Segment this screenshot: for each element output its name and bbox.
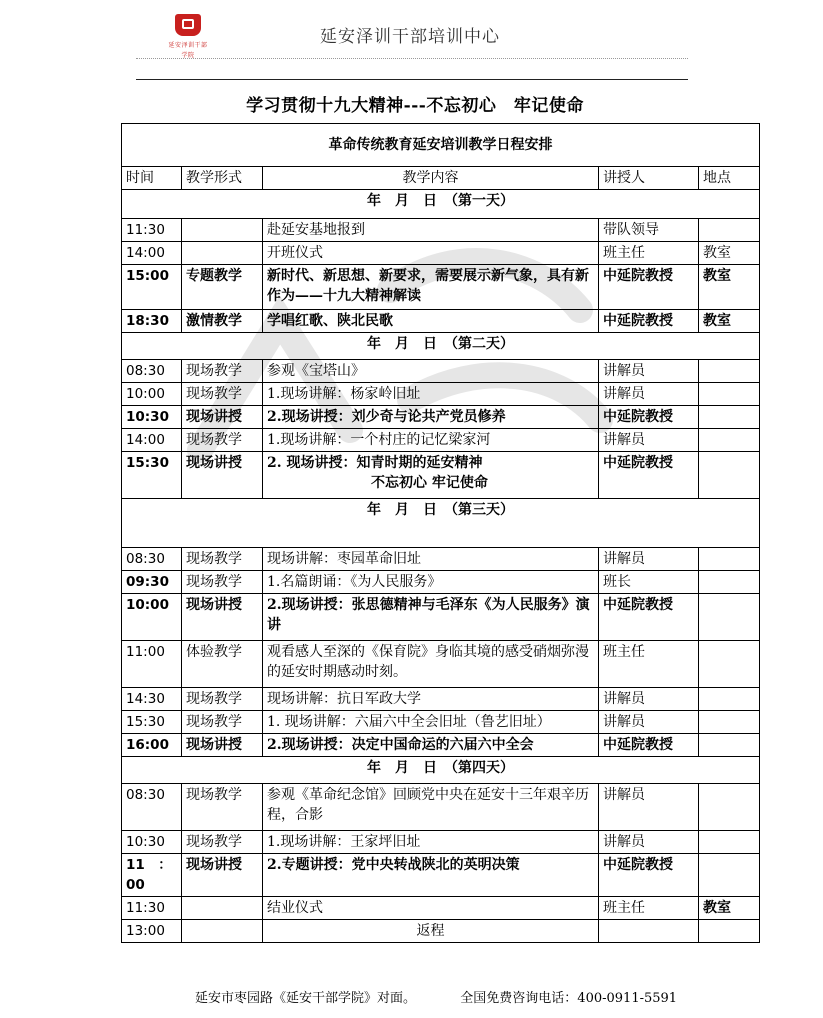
place-cell bbox=[699, 548, 760, 571]
place-cell bbox=[699, 854, 760, 897]
column-header: 时间 bbox=[122, 167, 182, 190]
teacher-cell: 讲解员 bbox=[599, 711, 699, 734]
teacher-cell: 中延院教授 bbox=[599, 452, 699, 499]
place-cell: 教室 bbox=[699, 897, 760, 920]
logo-emblem-icon bbox=[175, 14, 201, 36]
teacher-cell: 讲解员 bbox=[599, 784, 699, 831]
column-header: 讲授人 bbox=[599, 167, 699, 190]
teacher-cell: 带队领导 bbox=[599, 219, 699, 242]
org-logo bbox=[167, 14, 209, 59]
teacher-cell: 中延院教授 bbox=[599, 854, 699, 897]
form-cell: 现场讲授 bbox=[182, 452, 263, 499]
form-cell: 现场教学 bbox=[182, 383, 263, 406]
footer-hotline: 全国免费咨询电话：400-0911-5591 bbox=[460, 991, 678, 1006]
place-cell bbox=[699, 219, 760, 242]
form-cell bbox=[182, 242, 263, 265]
content-cell: 2.专题讲授：党中央转战陕北的英明决策 bbox=[263, 854, 599, 897]
day-header: 年 月 日 （第一天） bbox=[122, 190, 760, 219]
content-cell: 1. 现场讲解：六届六中全会旧址（鲁艺旧址） bbox=[263, 711, 599, 734]
form-cell: 现场教学 bbox=[182, 360, 263, 383]
table-row bbox=[122, 452, 760, 499]
place-cell bbox=[699, 734, 760, 757]
place-cell bbox=[699, 594, 760, 641]
time-cell: 10:00 bbox=[122, 383, 182, 406]
header-dotted-divider bbox=[136, 58, 688, 59]
time-cell: 08:30 bbox=[122, 784, 182, 831]
teacher-cell: 班主任 bbox=[599, 641, 699, 688]
table-row bbox=[122, 571, 760, 594]
column-header: 教学形式 bbox=[182, 167, 263, 190]
teacher-cell: 讲解员 bbox=[599, 688, 699, 711]
form-cell bbox=[182, 219, 263, 242]
column-header: 教学内容 bbox=[263, 167, 599, 190]
footer-address: 延安市枣园路《延安干部学院》对面。 bbox=[195, 991, 417, 1006]
table-row bbox=[122, 242, 760, 265]
teacher-cell: 班主任 bbox=[599, 897, 699, 920]
content-cell: 1.名篇朗诵：《为人民服务》 bbox=[263, 571, 599, 594]
teacher-cell: 讲解员 bbox=[599, 383, 699, 406]
table-row bbox=[122, 594, 760, 641]
time-cell: 18:30 bbox=[122, 310, 182, 333]
time-cell: 15:30 bbox=[122, 452, 182, 499]
teacher-cell: 中延院教授 bbox=[599, 734, 699, 757]
time-cell: 09:30 bbox=[122, 571, 182, 594]
time-cell: 14:00 bbox=[122, 242, 182, 265]
content-cell: 开班仪式 bbox=[263, 242, 599, 265]
page-subtitle: 学习贯彻十九大精神---不忘初心 牢记使命 bbox=[246, 96, 584, 116]
table-row bbox=[122, 429, 760, 452]
time-cell: 15:00 bbox=[122, 265, 182, 310]
place-cell bbox=[699, 784, 760, 831]
time-cell: 11:00 bbox=[122, 641, 182, 688]
content-cell: 结业仪式 bbox=[263, 897, 599, 920]
form-cell: 现场教学 bbox=[182, 548, 263, 571]
form-cell bbox=[182, 897, 263, 920]
logo-text: 延安泽训干部学院 bbox=[168, 42, 208, 59]
form-cell bbox=[182, 920, 263, 943]
form-cell: 体验教学 bbox=[182, 641, 263, 688]
form-cell: 现场教学 bbox=[182, 784, 263, 831]
content-line: 不忘初心 牢记使命 bbox=[371, 475, 488, 491]
form-cell: 现场教学 bbox=[182, 429, 263, 452]
teacher-cell: 中延院教授 bbox=[599, 594, 699, 641]
place-cell bbox=[699, 360, 760, 383]
teacher-cell: 中延院教授 bbox=[599, 310, 699, 333]
table-row bbox=[122, 897, 760, 920]
table-row bbox=[122, 784, 760, 831]
footer bbox=[195, 987, 715, 1006]
content-cell: 现场讲解：枣园革命旧址 bbox=[263, 548, 599, 571]
content-cell: 1.现场讲解：杨家岭旧址 bbox=[263, 383, 599, 406]
table-row bbox=[122, 831, 760, 854]
content-cell: 返程 bbox=[263, 920, 599, 943]
form-cell: 现场讲授 bbox=[182, 594, 263, 641]
form-cell: 激情教学 bbox=[182, 310, 263, 333]
teacher-cell: 班主任 bbox=[599, 242, 699, 265]
table-row bbox=[122, 310, 760, 333]
time-cell: 10:00 bbox=[122, 594, 182, 641]
place-cell bbox=[699, 429, 760, 452]
time-cell: 14:30 bbox=[122, 688, 182, 711]
content-cell: 赴延安基地报到 bbox=[263, 219, 599, 242]
teacher-cell: 中延院教授 bbox=[599, 265, 699, 310]
teacher-cell: 讲解员 bbox=[599, 429, 699, 452]
time-cell: 13:00 bbox=[122, 920, 182, 943]
content-cell: 参观《宝塔山》 bbox=[263, 360, 599, 383]
content-cell: 观看感人至深的《保育院》身临其境的感受硝烟弥漫的延安时期感动时刻。 bbox=[263, 641, 599, 688]
table-row bbox=[122, 219, 760, 242]
teacher-cell: 讲解员 bbox=[599, 831, 699, 854]
table-row bbox=[122, 920, 760, 943]
day-header: 年 月 日 （第二天） bbox=[122, 333, 760, 360]
place-cell bbox=[699, 711, 760, 734]
time-cell: 10:30 bbox=[122, 406, 182, 429]
table-row bbox=[122, 265, 760, 310]
table-row bbox=[122, 711, 760, 734]
place-cell bbox=[699, 452, 760, 499]
content-cell: 2.现场讲授：张思德精神与毛泽东《为人民服务》演讲 bbox=[263, 594, 599, 641]
teacher-cell: 中延院教授 bbox=[599, 406, 699, 429]
place-cell: 教室 bbox=[699, 265, 760, 310]
teacher-cell bbox=[599, 920, 699, 943]
schedule-table bbox=[121, 123, 760, 943]
table-title: 革命传统教育延安培训教学日程安排 bbox=[122, 124, 760, 167]
header-solid-divider bbox=[136, 79, 688, 80]
time-cell: 14:00 bbox=[122, 429, 182, 452]
place-cell bbox=[699, 406, 760, 429]
content-cell: 现场讲解：抗日军政大学 bbox=[263, 688, 599, 711]
table-row bbox=[122, 360, 760, 383]
content-cell: 2.现场讲授：刘少奇与论共产党员修养 bbox=[263, 406, 599, 429]
time-cell: 16:00 bbox=[122, 734, 182, 757]
table-row bbox=[122, 383, 760, 406]
time-cell: 11:30 bbox=[122, 219, 182, 242]
place-cell bbox=[699, 571, 760, 594]
time-cell: 11:30 bbox=[122, 897, 182, 920]
content-cell: 1.现场讲解：王家坪旧址 bbox=[263, 831, 599, 854]
teacher-cell: 讲解员 bbox=[599, 548, 699, 571]
time-cell: 08:30 bbox=[122, 360, 182, 383]
content-line: 2. 现场讲授：知青时期的延安精神 bbox=[267, 455, 483, 471]
form-cell: 现场教学 bbox=[182, 831, 263, 854]
day-header: 年 月 日 （第三天） bbox=[122, 499, 760, 548]
org-name: 延安泽训干部培训中心 bbox=[320, 27, 500, 47]
form-cell: 现场教学 bbox=[182, 688, 263, 711]
table-row bbox=[122, 641, 760, 688]
place-cell: 教室 bbox=[699, 310, 760, 333]
content-cell: 新时代、新思想、新要求，需要展示新气象，具有新作为——十九大精神解读 bbox=[263, 265, 599, 310]
place-cell bbox=[699, 383, 760, 406]
content-cell: 1.现场讲解：一个村庄的记忆梁家河 bbox=[263, 429, 599, 452]
time-cell: 10:30 bbox=[122, 831, 182, 854]
table-row bbox=[122, 854, 760, 897]
teacher-cell: 班长 bbox=[599, 571, 699, 594]
place-cell bbox=[699, 831, 760, 854]
content-cell: 参观《革命纪念馆》回顾党中央在延安十三年艰辛历程，合影 bbox=[263, 784, 599, 831]
day-header: 年 月 日 （第四天） bbox=[122, 757, 760, 784]
time-cell: 15:30 bbox=[122, 711, 182, 734]
table-row bbox=[122, 406, 760, 429]
form-cell: 现场讲授 bbox=[182, 734, 263, 757]
column-header: 地点 bbox=[699, 167, 760, 190]
place-cell bbox=[699, 920, 760, 943]
content-cell bbox=[263, 452, 599, 499]
form-cell: 现场教学 bbox=[182, 571, 263, 594]
form-cell: 现场讲授 bbox=[182, 854, 263, 897]
time-cell: 08:30 bbox=[122, 548, 182, 571]
place-cell bbox=[699, 688, 760, 711]
form-cell: 现场讲授 bbox=[182, 406, 263, 429]
table-row bbox=[122, 688, 760, 711]
form-cell: 现场教学 bbox=[182, 711, 263, 734]
place-cell bbox=[699, 641, 760, 688]
teacher-cell: 讲解员 bbox=[599, 360, 699, 383]
form-cell: 专题教学 bbox=[182, 265, 263, 310]
table-row bbox=[122, 548, 760, 571]
place-cell: 教室 bbox=[699, 242, 760, 265]
content-cell: 2.现场讲授：决定中国命运的六届六中全会 bbox=[263, 734, 599, 757]
table-row bbox=[122, 734, 760, 757]
time-cell: 11 ：00 bbox=[122, 854, 182, 897]
table-header-row bbox=[122, 167, 760, 190]
content-cell: 学唱红歌、陕北民歌 bbox=[263, 310, 599, 333]
